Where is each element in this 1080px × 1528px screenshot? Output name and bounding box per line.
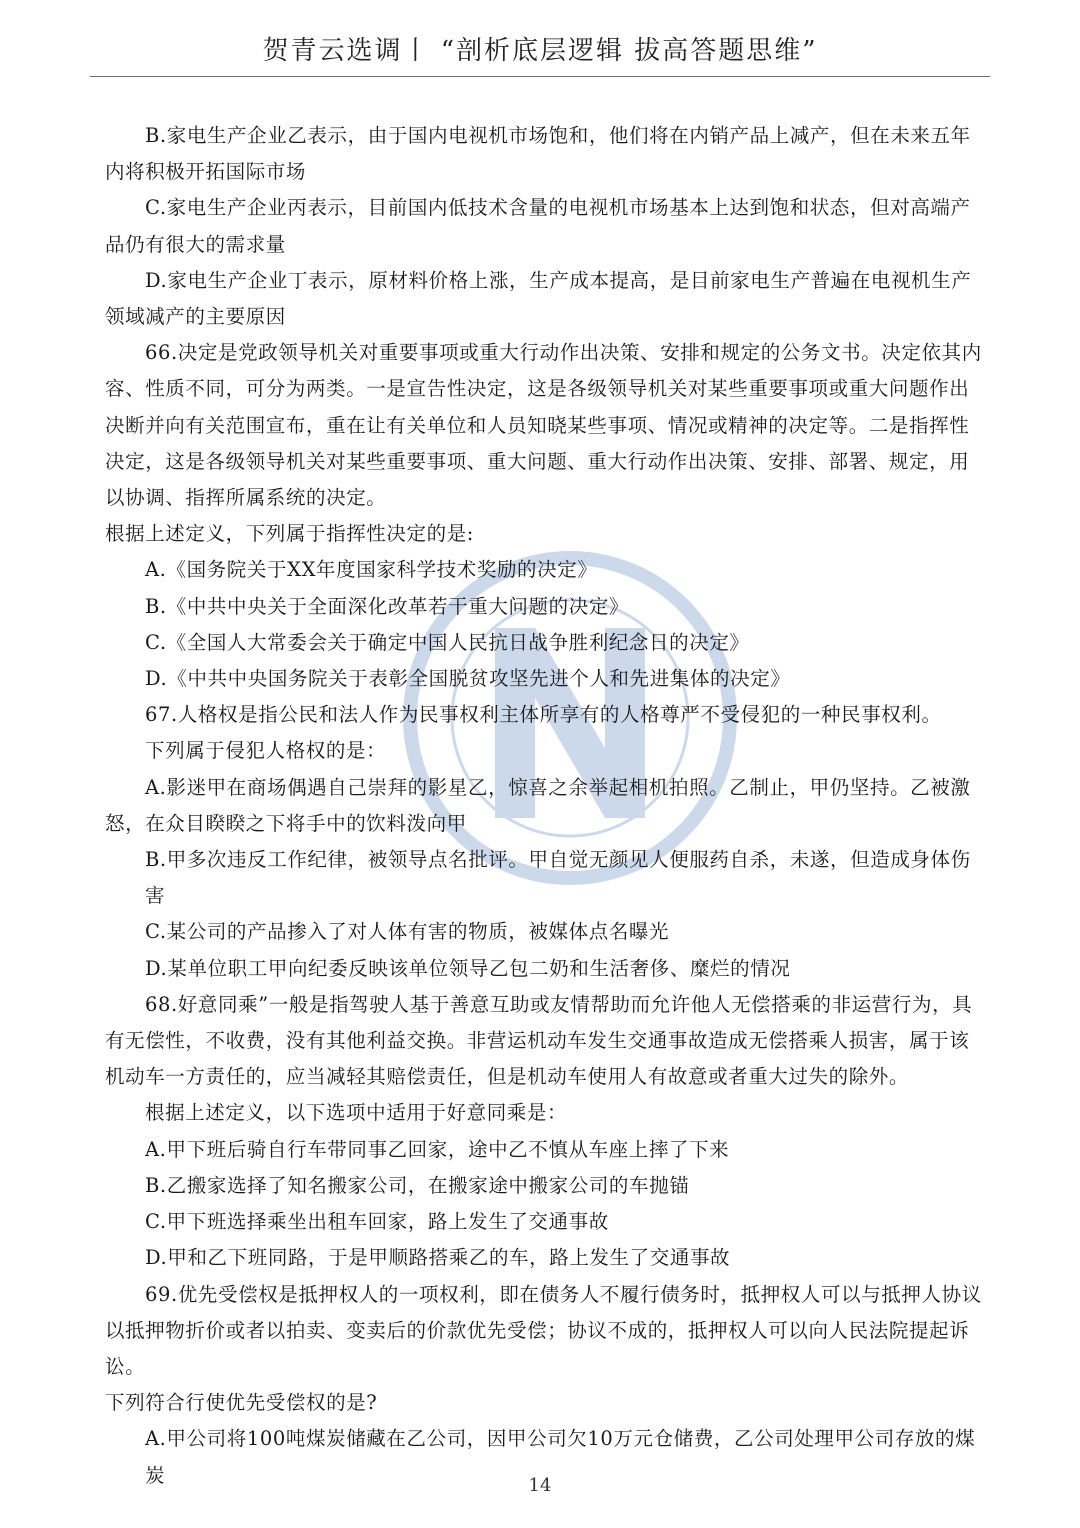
header-divider bbox=[90, 76, 990, 77]
paragraph: 68.好意同乘”一般是指驾驶人基于善意互助或友情帮助而允许他人无偿搭乘的非运营行为，具有无偿性，不收费，没有其他利益交换。非营运机动车发生交通事故造成无偿搭乘人损害，属于该机动车一方责任的，应当减轻其赔偿责任，但是机动车使用人有故意或者重大过失的除外。 bbox=[105, 992, 973, 1089]
paragraph: B.家电生产企业乙表示，由于国内电视机市场饱和，他们将在内销产品上减产，但在未来五年内将积极开拓国际市场 bbox=[105, 124, 971, 184]
paragraph: B.《中共中央关于全面深化改革若干重大问题的决定》 bbox=[145, 594, 630, 618]
paragraph: C.《全国人大常委会关于确定中国人民抗日战争胜利纪念日的决定》 bbox=[145, 630, 750, 654]
paragraph: C.某公司的产品掺入了对人体有害的物质，被媒体点名曝光 bbox=[145, 920, 670, 944]
paragraph: A.甲下班后骑自行车带同事乙回家，途中乙不慎从车座上摔了下来 bbox=[145, 1137, 730, 1161]
paragraph: A.《国务院关于XX年度国家科学技术奖励的决定》 bbox=[145, 558, 598, 582]
paragraph: 根据上述定义，下列属于指挥性决定的是: bbox=[105, 522, 474, 546]
paragraph: 69.优先受偿权是抵押权人的一项权利，即在债务人不履行债务时，抵押权人可以与抵押人协议以抵押物折价或者以拍卖、变卖后的价款优先受偿；协议不成的，抵押权人可以向人民法院提起诉讼。 bbox=[105, 1282, 982, 1378]
paragraph: D.某单位职工甲向纪委反映该单位领导乙包二奶和生活奢侈、糜烂的情况 bbox=[145, 956, 791, 980]
paragraph: A.甲公司将100吨煤炭储藏在乙公司，因甲公司欠10万元仓储费，乙公司处理甲公司存放的煤炭 bbox=[145, 1427, 976, 1487]
paragraph: C.家电生产企业丙表示，目前国内低技术含量的电视机市场基本上达到饱和状态，但对高端产品仍有很大的需求量 bbox=[105, 196, 971, 256]
paragraph: C.甲下班选择乘坐出租车回家，路上发生了交通事故 bbox=[145, 1210, 609, 1234]
paragraph: A.影迷甲在商场偶遇自己崇拜的影星乙，惊喜之余举起相机拍照。乙制止，甲仍坚持。乙被激怒，在众目睽睽之下将手中的饮料泼向甲 bbox=[105, 775, 971, 835]
paragraph: D.甲和乙下班同路，于是甲顺路搭乘乙的车，路上发生了交通事故 bbox=[145, 1246, 731, 1270]
paragraph: D.家电生产企业丁表示，原材料价格上涨，生产成本提高，是目前家电生产普遍在电视机生产领域减产的主要原因 bbox=[105, 268, 972, 329]
page-number: 14 bbox=[528, 1475, 552, 1496]
paragraph: 根据上述定义，以下选项中适用于好意同乘是： bbox=[145, 1101, 568, 1125]
paragraph: 下列属于侵犯人格权的是： bbox=[145, 739, 387, 763]
page-header-title: 贺青云选调丨 “剖析底层逻辑 拔高答题思维” bbox=[262, 36, 818, 66]
paragraph: 66.决定是党政领导机关对重要事项或重大行动作出决策、安排和规定的公务文书。决定依其内容、性质不同，可分为两类。一是宣告性决定，这是各级领导机关对某些重要事项或重大问题作出决断并向有关范围宣布，重在让有关单位和人员知晓某些事项、情况或精神的决定等。二是指挥性决定，这是各级领导机关对某些重要事项、重大问题、重大行动作出决策、安排、部署、规定，用以协调、指挥所属系统的决定。 bbox=[105, 341, 982, 510]
paragraph: D.《中共中央国务院关于表彰全国脱贫攻坚先进个人和先进集体的决定》 bbox=[145, 667, 791, 691]
document-body bbox=[105, 118, 985, 1494]
paragraph: 下列符合行使优先受偿权的是? bbox=[105, 1391, 378, 1415]
paragraph: B.乙搬家选择了知名搬家公司，在搬家途中搬家公司的车抛锚 bbox=[145, 1173, 690, 1197]
paragraph: 67.人格权是指公民和法人作为民事权利主体所享有的人格尊严不受侵犯的一种民事权利。 bbox=[145, 703, 942, 727]
paragraph: B.甲多次违反工作纪律，被领导点名批评。甲自觉无颜见人便服药自杀，未遂，但造成身体伤害 bbox=[145, 848, 971, 908]
